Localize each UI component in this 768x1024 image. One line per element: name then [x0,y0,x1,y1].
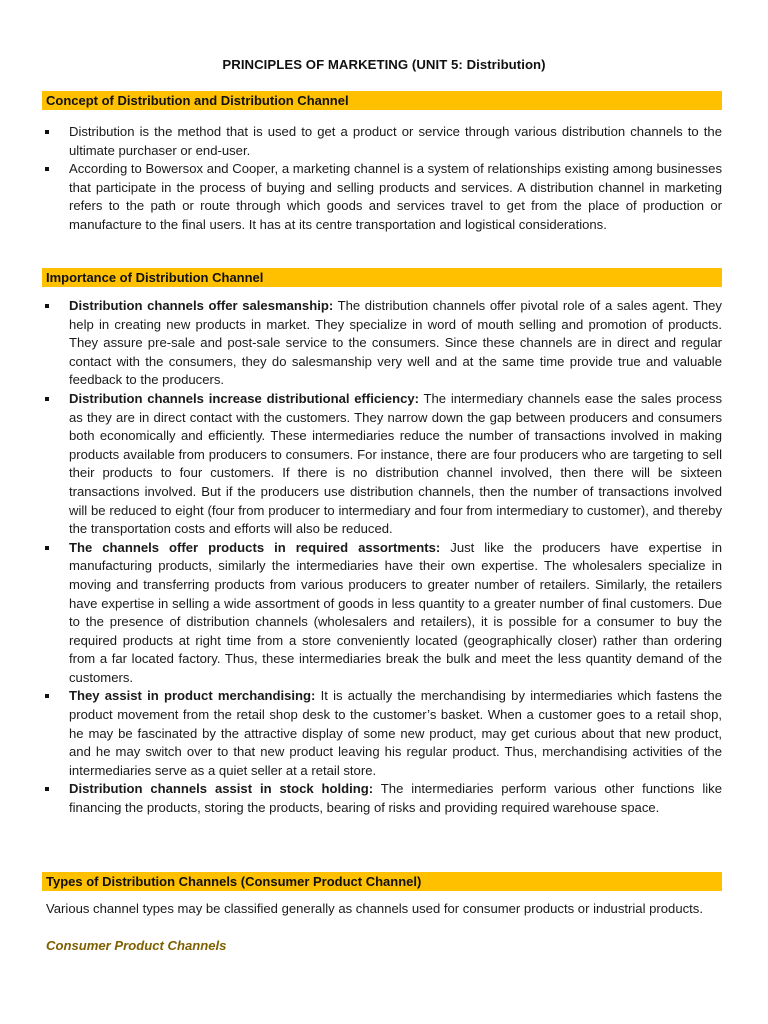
list-item [42,297,722,390]
importance-bullet-list [42,297,722,818]
bullet-lead: The channels offer products in required assortments: [69,539,441,555]
list-item [42,539,722,688]
types-paragraph: Various channel types may be classified generally as channels used for consumer products or industrial products. [46,901,703,916]
section-heading-importance: Importance of Distribution Channel [42,268,722,287]
list-item [42,780,722,817]
list-item [42,123,722,160]
square-bullet-icon [45,304,49,308]
bullet-text: Just like the producers have expertise in manufacturing products, similarly the intermediaries have their own expertise. The wholesalers specialize in moving and transferring products from various producers to greater number of retailers. Similarly, the retailers have expertise in selling a wide assortment of goods in less quantity to a greater number of final customers. Due to the presence of distribution channels (wholesalers and retailers), it is possible for a consumer to buy the required products at right time from a store conveniently located (geographically closer) rather than ordering from a far located factory. Thus, these intermediaries break the bulk and meet the less quantity demand of the customers. [69,539,722,685]
bullet-lead: They assist in product merchandising: [69,688,316,704]
list-item [42,687,722,780]
document-title: PRINCIPLES OF MARKETING (UNIT 5: Distribution) [222,57,546,72]
list-item [42,160,722,234]
square-bullet-icon [45,397,49,401]
bullet-text: The distribution channels offer pivotal role of a sales agent. They help in creating new products in market. They specialize in word of mouth selling and promotion of products. They assure pre-sale and post-sale service to the consumers. Since these channels are in direct and regular contact with the consumers, they do salesmanship very well and at the same time provide true and valuable feedback to the producers. [69,298,722,388]
section-heading-concept: Concept of Distribution and Distribution Channel [42,91,722,110]
list-item [42,390,722,539]
square-bullet-icon [45,694,49,698]
bullet-lead: Distribution channels offer salesmanship: [69,298,334,313]
bullet-lead: Distribution channels assist in stock holding: [69,781,374,797]
bullet-text: Distribution is the method that is used to get a product or service through various distribution channels to the ultimate purchaser or end-user. [69,124,722,158]
bullet-text: The intermediary channels ease the sales process as they are in direct contact with the customers. They narrow down the gap between producers and consumers both economically and efficiently. These intermediaries reduce the number of transactions involved in making products available from producers to consumers. For instance, there are four producers who are targeting to sell their products to four customers. If there is no distribution channel involved, then there will be sixteen transactions involved. But if the producers use distribution channels, then the number of transactions involved will be reduced to eight (four from producer to intermediary and four from intermediary to customer), and thereby the transportation costs and efforts will also be reduced. [69,390,722,537]
bullet-text: It is actually the merchandising by intermediaries which fastens the product movement from the retail shop desk to the customer’s basket. When a customer goes to a retail shop, he may be fascinated by the attractive display of some new product, may get curious about that new product, and he may switch over to that new product leaving his regular product. Thus, merchandising activities of the intermediaries serve as a quiet seller at a retail store. [69,688,722,778]
bullet-text: According to Bowersox and Cooper, a marketing channel is a system of relationships existing among businesses that participate in the process of buying and selling products and services. A distribution channel in marketing refers to the path or route through which goods and services travel to get from the place of production or manufacture to the final users. It has at its centre transportation and logistical considerations. [69,161,722,232]
concept-bullet-list [42,123,722,235]
square-bullet-icon [45,130,49,134]
section-heading-types: Types of Distribution Channels (Consumer Product Channel) [42,872,722,891]
consumer-product-channels-subheading: Consumer Product Channels [46,938,227,953]
bullet-text: The intermediaries perform various other functions like financing the products, storing the products, bearing of risks and providing required warehouse space. [69,781,722,816]
square-bullet-icon [45,546,49,550]
square-bullet-icon [45,167,49,171]
square-bullet-icon [45,787,49,791]
bullet-lead: Distribution channels increase distributional efficiency: [69,390,420,406]
